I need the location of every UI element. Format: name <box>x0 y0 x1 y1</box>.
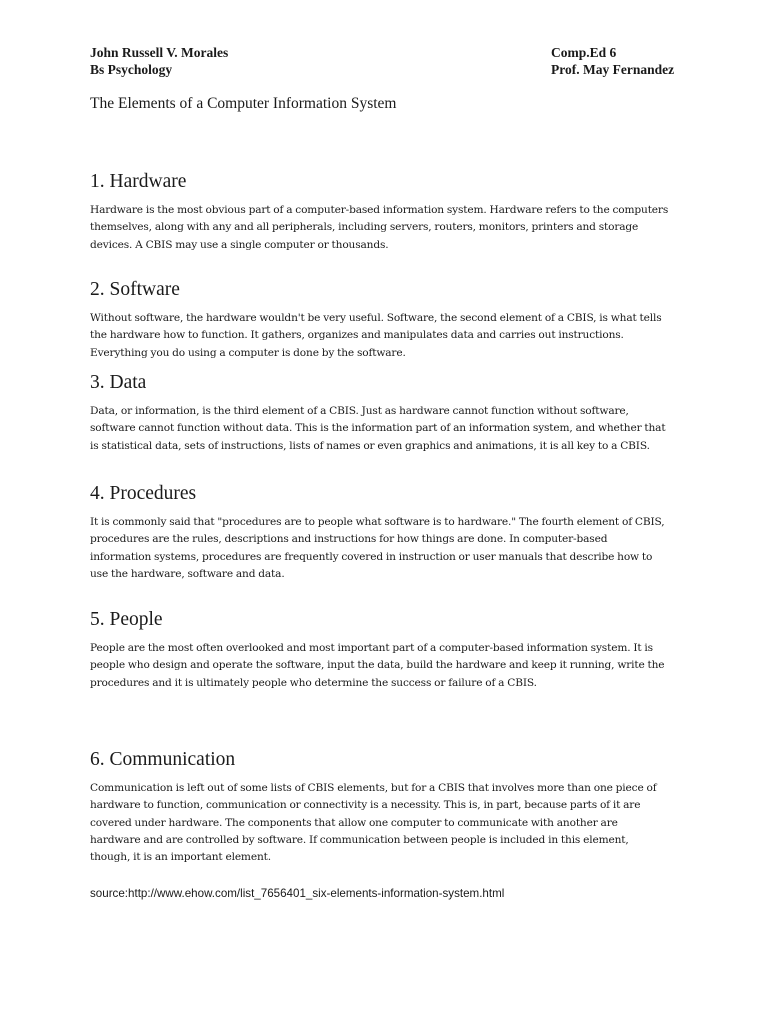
section-heading: 4. Procedures <box>90 483 197 504</box>
source-citation: source:http://www.ehow.com/list_7656401_six-elements-information-system.html <box>90 887 505 900</box>
section-heading: 2. Software <box>90 279 180 300</box>
document-page <box>90 44 675 900</box>
document-title: The Elements of a Computer Information System <box>90 95 397 112</box>
section-heading: 1. Hardware <box>90 171 187 192</box>
section-heading: 3. Data <box>90 372 147 393</box>
course-code: Comp.Ed 6 <box>551 45 617 60</box>
section-body: Data, or information, is the third element of a CBIS. Just as hardware cannot function without software, software cannot function without data. This is the information part of an information system, and whether that is statistical data, sets of instructions, lists of names or even graphics and animations, it is all key to a CBIS. <box>90 405 666 452</box>
professor-name: Prof. May Fernandez <box>551 62 675 77</box>
section-body: Without software, the hardware wouldn't be very useful. Software, the second element of a CBIS, is what tells the hardware how to function. It gathers, organizes and manipulates data and carries out instructions. Everything you do using a computer is done by the software. <box>90 312 662 359</box>
section-heading: 6. Communication <box>90 749 236 770</box>
section-people <box>90 608 670 692</box>
section-hardware <box>90 170 670 254</box>
section-body: People are the most often overlooked and most important part of a computer-based information system. It is people who design and operate the software, input the data, build the hardware and keep it running, write the procedures and it is ultimately people who determine the success or failure of a CBIS. <box>90 642 665 689</box>
section-body: Communication is left out of some lists of CBIS elements, but for a CBIS that involves more than one piece of hardware to function, communication or connectivity is a necessity. This is, in part, because parts of it are covered under hardware. The components that allow one computer to communicate with another are hardware and are controlled by software. If communication between people is included in this element, though, it is an important element. <box>90 782 657 864</box>
section-communication <box>90 748 670 866</box>
section-body: It is commonly said that "procedures are to people what software is to hardware." The fourth element of CBIS, procedures are the rules, descriptions and instructions for how things are done. In computer-based information systems, procedures are frequently covered in instruction or user manuals that describe how to use the hardware, software and data. <box>90 516 665 580</box>
section-body: Hardware is the most obvious part of a computer-based information system. Hardware refers to the computers themselves, along with any and all peripherals, including servers, routers, monitors, printers and storage devices. A CBIS may use a single computer or thousands. <box>90 204 669 251</box>
author-program: Bs Psychology <box>90 62 173 77</box>
document-header <box>90 44 675 82</box>
author-name: John Russell V. Morales <box>90 45 229 60</box>
section-software <box>90 278 670 362</box>
section-procedures <box>90 482 670 583</box>
header-left <box>90 44 228 78</box>
header-right <box>551 44 674 78</box>
section-data <box>90 371 670 455</box>
section-heading: 5. People <box>90 609 163 630</box>
